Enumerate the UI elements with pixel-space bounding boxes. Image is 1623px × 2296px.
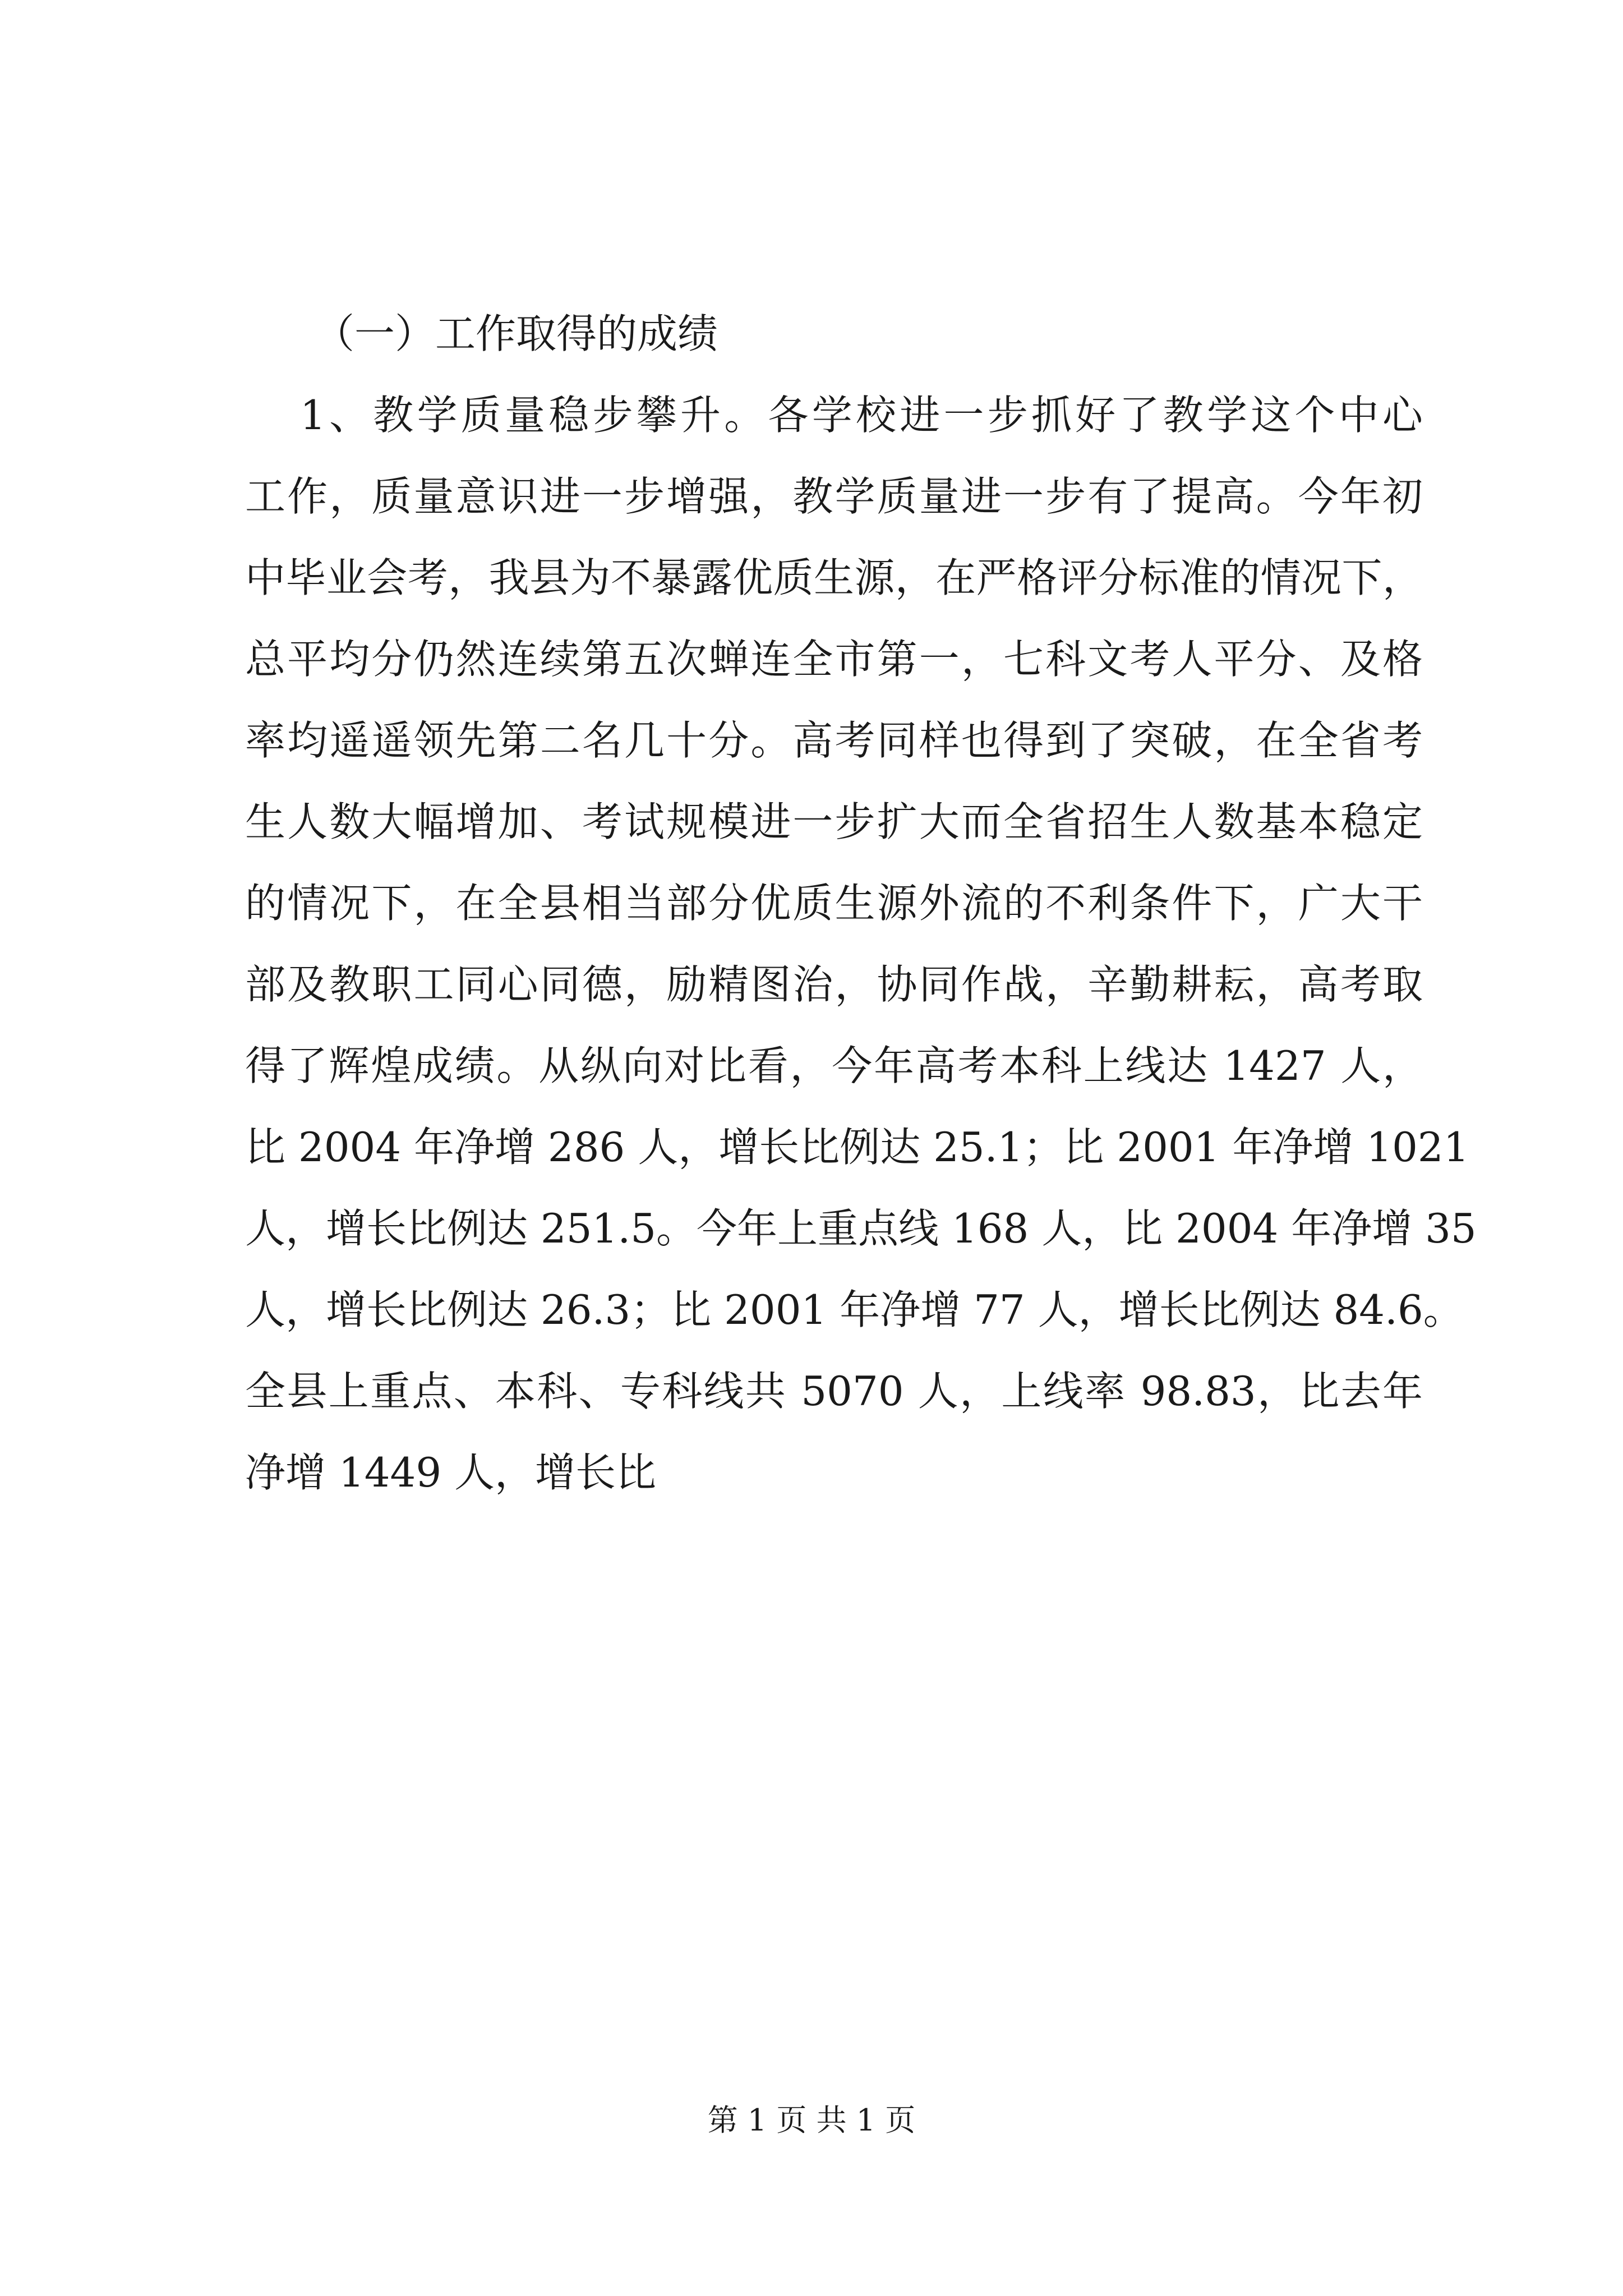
paragraph-line-14: 净增 1449 人，增长比 bbox=[245, 1449, 657, 1496]
paragraph-line-1: 1、教学质量稳步攀升。各学校进一步抓好了教学这个中心 bbox=[300, 392, 1423, 439]
paragraph-line-10: 比 2004 年净增 286 人，增长比例达 25.1；比 2001 年净增 1021 bbox=[245, 1124, 1469, 1171]
paragraph-line-4: 总平均分仍然连续第五次蝉连全市第一，七科文考人平分、及格 bbox=[245, 636, 1423, 683]
paragraph-line-9: 得了辉煌成绩。从纵向对比看，今年高考本科上线达 1427 人， bbox=[245, 1042, 1423, 1089]
paragraph-line-12: 人，增长比例达 26.3；比 2001 年净增 77 人，增长比例达 84.6。 bbox=[245, 1286, 1464, 1333]
paragraph-line-8: 部及教职工同心同德，励精图治，协同作战，辛勤耕耘，高考取 bbox=[245, 961, 1423, 1008]
paragraph-line-11: 人，增长比例达 251.5。今年上重点线 168 人，比 2004 年净增 35 bbox=[245, 1205, 1477, 1252]
paragraph-line-5: 率均遥遥领先第二名几十分。高考同样也得到了突破，在全省考 bbox=[245, 717, 1423, 764]
paragraph-line-7: 的情况下，在全县相当部分优质生源外流的不利条件下，广大干 bbox=[245, 880, 1423, 927]
section-heading: （一）工作取得的成绩 bbox=[314, 310, 718, 357]
paragraph-line-13: 全县上重点、本科、专科线共 5070 人，上线率 98.83，比去年 bbox=[245, 1368, 1423, 1415]
paragraph-line-3: 中毕业会考，我县为不暴露优质生源，在严格评分标准的情况下， bbox=[245, 554, 1423, 601]
paragraph-line-6: 生人数大幅增加、考试规模进一步扩大而全省招生人数基本稳定 bbox=[245, 798, 1423, 845]
page-number-footer: 第 1 页 共 1 页 bbox=[707, 2102, 916, 2138]
paragraph-line-2: 工作，质量意识进一步增强，教学质量进一步有了提高。今年初 bbox=[245, 473, 1423, 520]
